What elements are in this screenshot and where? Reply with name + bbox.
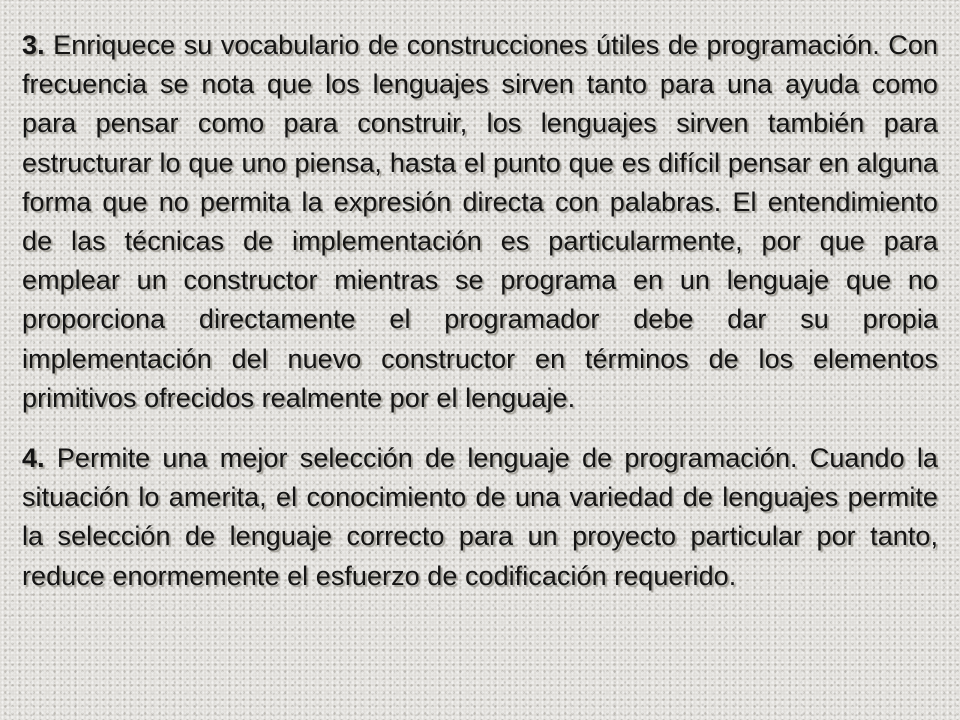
point-text: Enriquece su vocabulario de construcciones útiles de programación. Con frecuencia se nota que los lenguajes sirven tanto para una ayuda como para pensar como para construir, los lenguajes sirven también para estructurar lo que uno piensa, hasta el punto que es difícil pensar en alguna forma que no permita la expresión directa con palabras. El entendimiento de las técnicas de implementación es particularmente, por que para emplear un constructor mientras se programa en un lenguaje que no proporciona directamente el programador debe dar su propia implementación del nuevo constructor en términos de los elementos primitivos ofrecidos realmente por el lenguaje. [22, 30, 938, 413]
point-number: 4. [22, 443, 45, 474]
paragraph-point-3 [22, 26, 938, 418]
point-number: 3. [22, 30, 45, 60]
paragraph-point-4 [22, 439, 938, 596]
slide-content [22, 26, 938, 696]
point-text: Permite una mejor selección de lenguaje de programación. Cuando la situación lo amerita, el conocimiento de una variedad de lenguajes permite la selección de lenguaje correcto para un proyecto particular por tanto, reduce enormemente el esfuerzo de codificación requerido. [22, 443, 938, 591]
